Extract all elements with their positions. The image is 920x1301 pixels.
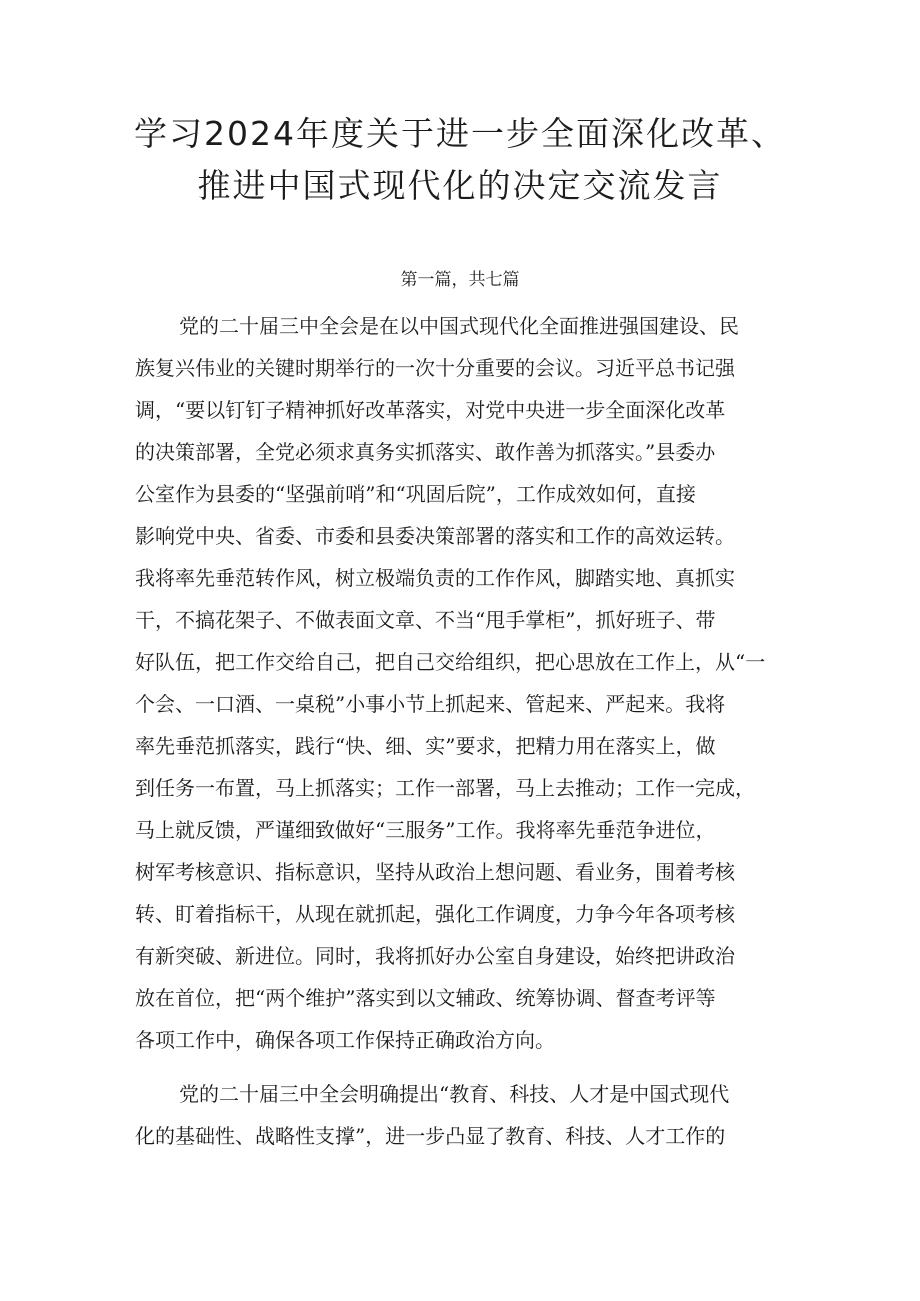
paragraph-line: 公室作为县委的“坚强前哨”和“巩固后院”，工作成效如何，直接 <box>135 482 696 506</box>
paragraph-line: 干，不搞花架子、不做表面文章、不当“甩手掌柜”，抓好班子、带 <box>135 608 716 632</box>
paragraph-line: 马上就反馈，严谨细致做好“三服务”工作。我将率先垂范争进位， <box>135 818 716 842</box>
paragraph-line: 党的二十届三中全会是在以中国式现代化全面推进强国建设、民 <box>179 314 739 338</box>
title-line-1: 学习2024年度关于进一步全面深化改革、 <box>134 114 786 153</box>
section-subtitle: 第一篇，共七篇 <box>400 270 520 290</box>
paragraph-line: 树军考核意识、指标意识，坚持从政治上想问题、看业务，围着考核 <box>135 860 735 884</box>
paragraph-line: 我将率先垂范转作风，树立极端负责的工作作风，脚踏实地、真抓实 <box>135 566 735 590</box>
paragraph-line: 率先垂范抓落实，践行“快、细、实”要求，把精力用在落实上，做 <box>135 734 716 758</box>
paragraph-line: 转、盯着指标干，从现在就抓起，强化工作调度，力争今年各项考核 <box>135 902 735 926</box>
paragraph-line: 好队伍，把工作交给自己，把自己交给组织，把心思放在工作上，从“一 <box>135 650 766 674</box>
paragraph-line: 影响党中央、省委、市委和县委决策部署的落实和工作的高效运转。 <box>135 524 735 548</box>
paragraph-line: 放在首位，把“两个维护”落实到以文辅政、统筹协调、督查考评等 <box>135 986 716 1010</box>
paragraph-2 <box>135 1073 790 1157</box>
paragraph-line: 调，“要以钉钉子精神抓好改革落实，对党中央进一步全面深化改革 <box>135 398 726 422</box>
paragraph-line: 个会、一口酒、一桌税”小事小节上抓起来、管起来、严起来。我将 <box>135 692 726 716</box>
document-title <box>60 108 860 212</box>
paragraph-line: 的决策部署，全党必须求真务实抓落实、敢作善为抓落实。”县委办 <box>135 440 716 464</box>
paragraph-line: 各项工作中，确保各项工作保持正确政治方向。 <box>135 1028 555 1052</box>
paragraph-line: 到任务一布置，马上抓落实；工作一部署，马上去推动；工作一完成， <box>135 776 755 800</box>
document-body <box>135 305 790 1157</box>
paragraph-line: 有新突破、新进位。同时，我将抓好办公室自身建设，始终把讲政治 <box>135 944 735 968</box>
paragraph-line: 化的基础性、战略性支撑”，进一步凸显了教育、科技、人才工作的 <box>135 1124 726 1148</box>
paragraph-line: 党的二十届三中全会明确提出“教育、科技、人才是中国式现代 <box>179 1082 730 1106</box>
title-line-2: 推进中国式现代化的决定交流发言 <box>197 166 723 205</box>
paragraph-line: 族复兴伟业的关键时期举行的一次十分重要的会议。习近平总书记强 <box>135 356 735 380</box>
paragraph-1 <box>135 305 790 1061</box>
